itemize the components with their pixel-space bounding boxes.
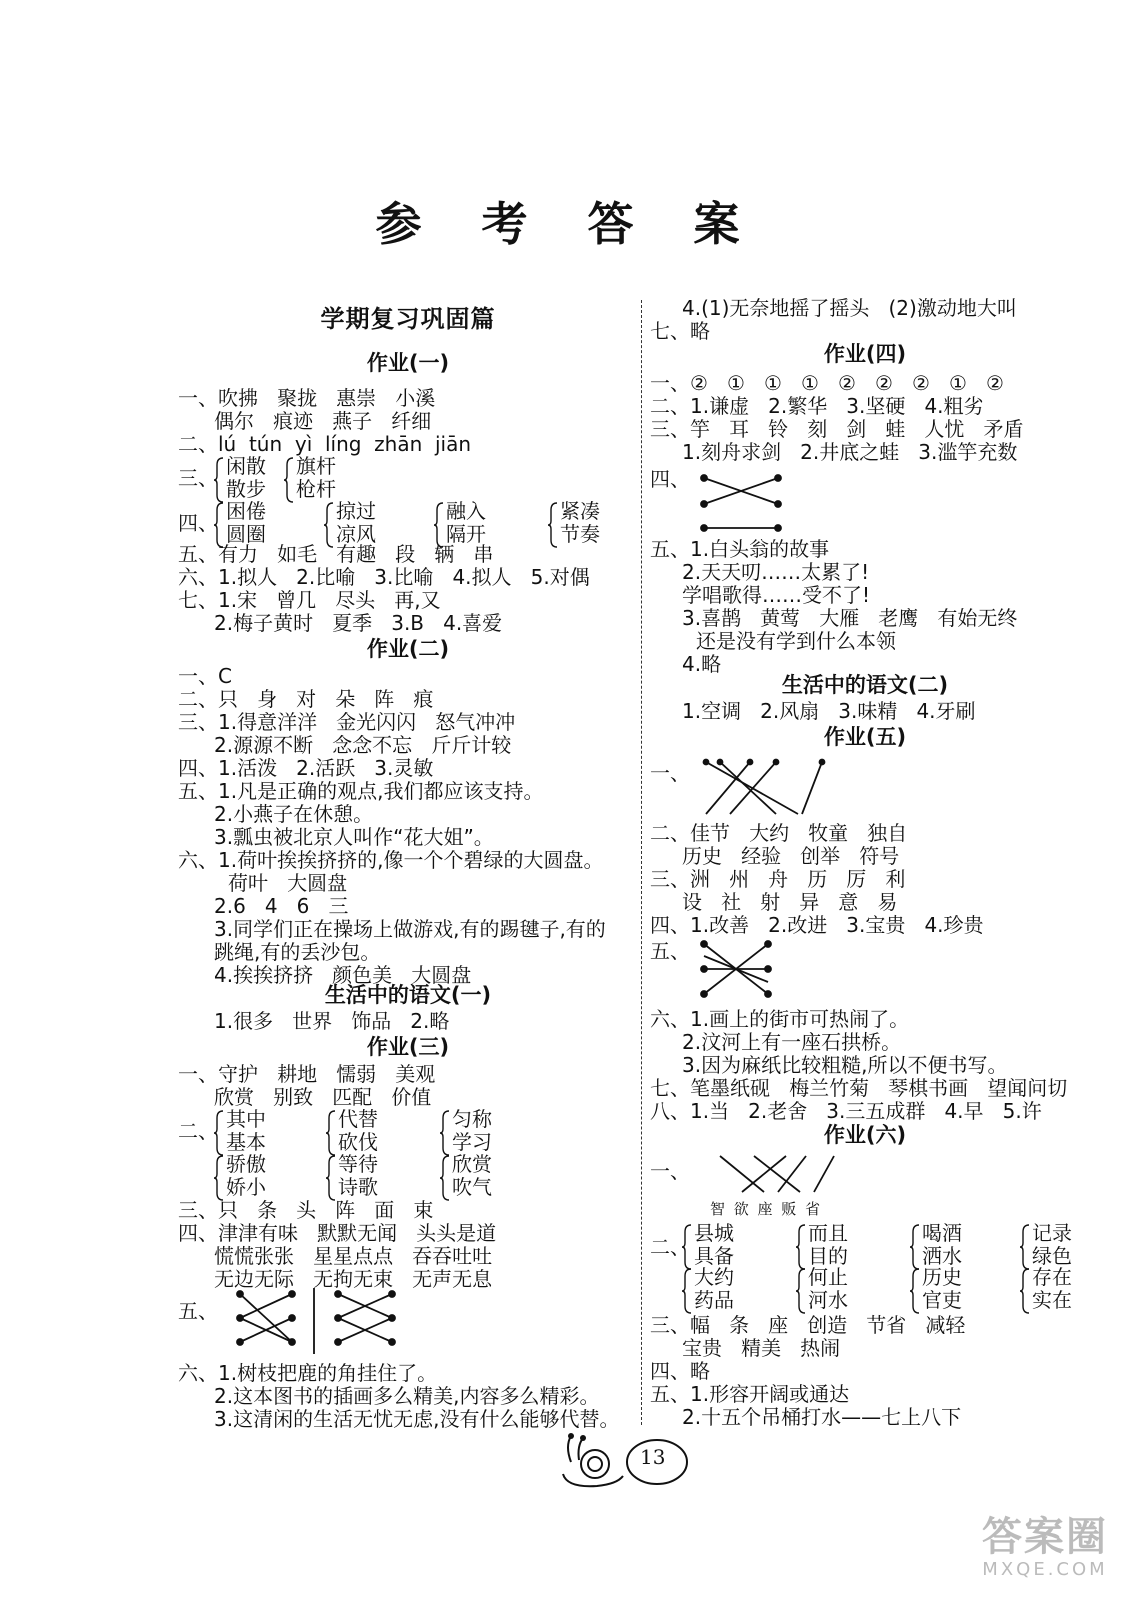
answer-line: 2.这本图书的插画多么精美,内容多么精彩。 <box>214 1384 600 1408</box>
brace-icon <box>682 1224 692 1270</box>
heading-zuoye-3: 作业(三) <box>366 1035 450 1059</box>
answer-line: 四、1.活泼 2.活跃 3.灵敏 <box>178 756 434 780</box>
answer-label: 三、 <box>178 466 218 490</box>
answer-line: 4.(1)无奈地摇了摇头 (2)激动地大叫 <box>682 296 1017 320</box>
answer-line: 学唱歌得……受不了! <box>682 583 871 607</box>
heading-zuoye-2: 作业(二) <box>366 637 450 661</box>
watermark-url: MXQE.COM <box>982 1559 1108 1580</box>
brace-word: 实在 <box>1032 1288 1072 1312</box>
answer-line: 1.刻舟求剑 2.井底之蛙 3.滥竽充数 <box>682 440 1018 464</box>
answer-line: 八、1.当 2.老舍 3.三五成群 4.早 5.许 <box>650 1099 1042 1123</box>
answer-line: 2.天天叨……太累了! <box>682 560 870 584</box>
answer-line: 2.小燕子在休憩。 <box>214 802 374 826</box>
brace-word: 喝酒 <box>922 1221 962 1245</box>
brace-word: 闲散 <box>226 454 266 478</box>
answer-line: 五、1.形容开阔或通达 <box>650 1382 850 1406</box>
answer-line: 七、1.宋 曾几 尽头 再,又 <box>178 588 441 612</box>
answer-line: 二、佳节 大约 牧童 独自 <box>650 821 908 845</box>
answer-label: 五、 <box>178 1299 218 1323</box>
brace-word: 节奏 <box>560 522 600 546</box>
answer-line: 七、略 <box>650 319 710 343</box>
watermark-title: 答案圈 <box>982 1514 1108 1560</box>
answer-line: 3.这清闲的生活无忧无虑,没有什么能够代替。 <box>214 1407 620 1431</box>
answer-line: 3.因为麻纸比较粗糙,所以不便书写。 <box>682 1053 1008 1077</box>
answer-line: 二、lú tún yì líng zhān jiān <box>178 432 472 456</box>
answer-line: 一、② ① ① ① ② ② ② ① ② <box>650 371 1004 395</box>
answer-label: 二、 <box>650 1235 690 1259</box>
snail-mascot-icon <box>557 1432 707 1490</box>
column-divider <box>641 300 642 1425</box>
answer-line: 五、1.凡是正确的观点,我们都应该支持。 <box>178 779 544 803</box>
brace-word: 枪杆 <box>296 477 336 501</box>
heading-life-chinese-1: 生活中的语文(一) <box>324 983 492 1007</box>
answer-line: 三、幅 条 座 创造 节省 减轻 <box>650 1313 966 1337</box>
brace-word: 记录 <box>1032 1221 1072 1245</box>
answer-label: 四、 <box>178 511 218 535</box>
answer-line: 慌慌张张 星星点点 吞吞吐吐 <box>214 1244 493 1268</box>
brace-word: 学习 <box>452 1130 492 1154</box>
answer-label: 五、 <box>650 939 690 963</box>
brace-word: 大约 <box>694 1265 734 1289</box>
answer-line: 跳绳,有的丢沙包。 <box>214 940 381 964</box>
brace-icon <box>1020 1268 1030 1314</box>
answer-line: 宝贵 精美 热闹 <box>682 1336 841 1360</box>
brace-word: 匀称 <box>452 1107 492 1131</box>
answer-line: 欣赏 别致 匹配 价值 <box>214 1085 432 1109</box>
answer-label: 一、 <box>650 761 690 785</box>
answer-label: 四、 <box>650 467 690 491</box>
answer-line: 六、1.画上的街市可热闹了。 <box>650 1007 910 1031</box>
heading-zuoye-6: 作业(六) <box>823 1123 907 1147</box>
brace-word: 掠过 <box>336 499 376 523</box>
answer-line: 2.汶河上有一座石拱桥。 <box>682 1030 902 1054</box>
brace-word: 旗杆 <box>296 454 336 478</box>
brace-word: 诗歌 <box>338 1175 378 1199</box>
brace-icon <box>284 457 294 503</box>
brace-word: 其中 <box>226 1107 266 1131</box>
answer-line: 三、只 条 头 阵 面 束 <box>178 1198 434 1222</box>
brace-icon <box>910 1224 920 1270</box>
answer-line: 四、津津有味 默默无闻 头头是道 <box>178 1221 497 1245</box>
answer-line: 四、1.改善 2.改进 3.宝贵 4.珍贵 <box>650 913 984 937</box>
answer-line: 还是没有学到什么本领 <box>696 629 896 653</box>
brace-word: 骄傲 <box>226 1152 266 1176</box>
answer-line: 历史 经验 创举 符号 <box>682 844 900 868</box>
brace-icon <box>326 1110 336 1156</box>
heading-zuoye-1: 作业(一) <box>366 351 450 375</box>
brace-icon <box>548 502 558 548</box>
answer-line: 六、1.树枝把鹿的角挂住了。 <box>178 1361 438 1385</box>
brace-word: 紧凑 <box>560 499 600 523</box>
brace-icon <box>326 1155 336 1201</box>
answer-label: 一、 <box>650 1159 690 1183</box>
brace-icon <box>910 1268 920 1314</box>
answer-line: 三、竽 耳 铃 刻 剑 蛙 人忧 矛盾 <box>650 417 1024 441</box>
brace-word: 何止 <box>808 1265 848 1289</box>
brace-word: 代替 <box>338 1107 378 1131</box>
page-title: 参 考 答 案 <box>375 197 762 251</box>
answer-line: 偶尔 痕迹 燕子 纤细 <box>214 409 432 433</box>
answer-line: 2.源源不断 念念不忘 斤斤计较 <box>214 733 512 757</box>
heading-life-chinese-2: 生活中的语文(二) <box>781 673 949 697</box>
heading-zuoye-5: 作业(五) <box>823 725 907 749</box>
page-number: 13 <box>640 1445 666 1469</box>
answer-line: 2.6 4 6 三 <box>214 894 349 918</box>
brace-word: 药品 <box>694 1288 734 1312</box>
answer-line: 一、吹拂 聚拢 惠崇 小溪 <box>178 386 436 410</box>
answer-line: 2.十五个吊桶打水——七上八下 <box>682 1405 962 1429</box>
brace-icon <box>214 1110 224 1156</box>
brace-word: 县城 <box>694 1221 734 1245</box>
brace-icon <box>440 1110 450 1156</box>
answer-line: 五、有力 如毛 有趣 段 辆 串 <box>178 542 494 566</box>
matching-lines-diagram <box>698 936 818 1006</box>
answer-line: 一、守护 耕地 懦弱 美观 <box>178 1062 436 1086</box>
answer-line: 3.喜鹊 黄莺 大雁 老鹰 有始无终 <box>682 606 1018 630</box>
brace-icon <box>796 1268 806 1314</box>
brace-icon <box>214 1155 224 1201</box>
matching-lines-diagram <box>698 466 818 536</box>
answer-line: 二、1.谦虚 2.繁华 3.坚硬 4.粗劣 <box>650 394 984 418</box>
answer-line: 3.同学们正在操场上做游戏,有的踢毽子,有的 <box>214 917 606 941</box>
brace-word: 凉风 <box>336 522 376 546</box>
answer-line: 五、1.白头翁的故事 <box>650 537 830 561</box>
brace-word: 基本 <box>226 1130 266 1154</box>
answer-line: 荷叶 大圆盘 <box>228 871 348 895</box>
answer-line: 2.梅子黄时 夏季 3.B 4.喜爱 <box>214 611 503 635</box>
matching-lines-diagram <box>702 756 862 824</box>
brace-word: 而且 <box>808 1221 848 1245</box>
section-title: 学期复习巩固篇 <box>320 305 496 333</box>
brace-word: 官吏 <box>922 1288 962 1312</box>
answer-line: 1.很多 世界 饰品 2.略 <box>214 1009 450 1033</box>
brace-word: 目的 <box>808 1244 848 1268</box>
brace-word: 河水 <box>808 1288 848 1312</box>
answer-line: 二、只 身 对 朵 阵 痕 <box>178 687 434 711</box>
answer-line: 4.挨挨挤挤 颜色美 大圆盘 <box>214 963 472 987</box>
brace-icon <box>682 1268 692 1314</box>
brace-icon <box>440 1155 450 1201</box>
answer-line: 设 社 射 异 意 易 <box>682 890 898 914</box>
brace-word: 等待 <box>338 1152 378 1176</box>
answer-line: 七、笔墨纸砚 梅兰竹菊 琴棋书画 望闻问切 <box>650 1076 1068 1100</box>
brace-word: 具备 <box>694 1244 734 1268</box>
brace-word: 隔开 <box>446 522 486 546</box>
brace-word: 砍伐 <box>338 1130 378 1154</box>
matching-lines-diagram <box>714 1152 874 1196</box>
answer-line: 三、洲 州 舟 历 厉 利 <box>650 867 906 891</box>
answer-line: 3.瓢虫被北京人叫作“花大姐”。 <box>214 825 494 849</box>
matching-characters: 智 欲 座 贩 省 <box>710 1200 823 1218</box>
answer-line: 三、1.得意洋洋 金光闪闪 怒气冲冲 <box>178 710 516 734</box>
answer-line: 1.空调 2.风扇 3.味精 4.牙刷 <box>682 699 976 723</box>
answer-line: 无边无际 无拘无束 无声无息 <box>214 1267 493 1291</box>
brace-word: 娇小 <box>226 1175 266 1199</box>
answer-line: 六、1.荷叶挨挨挤挤的,像一个个碧绿的大圆盘。 <box>178 848 604 872</box>
answer-line: 六、1.拟人 2.比喻 3.比喻 4.拟人 5.对偶 <box>178 565 590 589</box>
brace-word: 欣赏 <box>452 1152 492 1176</box>
brace-word: 圆圈 <box>226 522 266 546</box>
brace-word: 吹气 <box>452 1175 492 1199</box>
brace-word: 洒水 <box>922 1244 962 1268</box>
watermark-logo <box>960 1515 1130 1595</box>
answer-line: 4.略 <box>682 652 722 676</box>
brace-word: 绿色 <box>1032 1244 1072 1268</box>
brace-word: 散步 <box>226 477 266 501</box>
brace-word: 存在 <box>1032 1265 1072 1289</box>
answer-line: 一、C <box>178 664 232 688</box>
matching-lines-diagram <box>234 1288 434 1360</box>
brace-word: 困倦 <box>226 499 266 523</box>
heading-zuoye-4: 作业(四) <box>823 342 907 366</box>
brace-icon <box>214 457 224 503</box>
brace-icon <box>796 1224 806 1270</box>
answer-line: 四、略 <box>650 1359 710 1383</box>
brace-icon <box>1020 1224 1030 1270</box>
brace-word: 历史 <box>922 1265 962 1289</box>
brace-word: 融入 <box>446 499 486 523</box>
answer-label: 二、 <box>178 1119 218 1143</box>
